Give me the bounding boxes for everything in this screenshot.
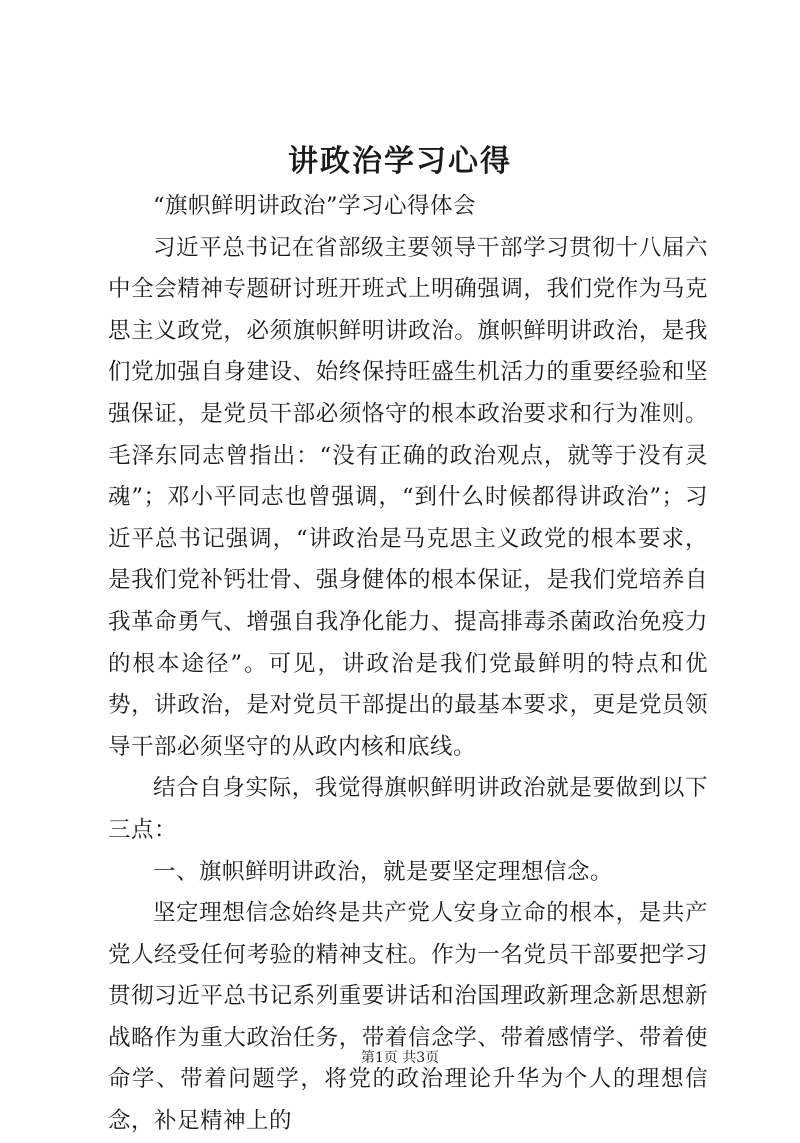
section-heading: 一、旗帜鲜明讲政治，就是要坚定理想信念。	[153, 858, 614, 885]
body-paragraph: 结合自身实际，我觉得旗帜鲜明讲政治就是要做到以下三点：	[108, 775, 708, 843]
subtitle-paragraph: “旗帜鲜明讲政治”学习心得体会	[153, 193, 477, 219]
body-paragraph: 习近平总书记在省部级主要领导干部学习贯彻十八届六中全会精神专题研讨班开班式上明确强调，我们党作为马克思主义政党，必须旗帜鲜明讲政治。旗帜鲜明讲政治，是我们党加强自身建设、始终保持旺盛生机活力的重要经验和坚强保证，是党员干部必须恪守的根本政治要求和行为准则。毛泽东同志曾指出：“没有正确的政治观点，就等于没有灵魂”；邓小平同志也曾强调，“到什么时候都得讲政治”；习近平总书记强调，“讲政治是马克思主义政党的根本要求，是我们党补钙壮骨、强身健体的根本保证，是我们党培养自我革命勇气、增强自我净化能力、提高排毒杀菌政治免疫力的根本途径”。可见，讲政治是我们党最鲜明的特点和优势，讲政治，是对党员干部提出的最基本要求，更是党员领导干部必须坚守的从政内核和底线。	[108, 234, 708, 760]
document-title: 讲政治学习心得	[288, 144, 512, 179]
page-footer: 第1页 共3页	[360, 1050, 440, 1066]
body-paragraph: 坚定理想信念始终是共产党人安身立命的根本，是共产党人经受任何考验的精神支柱。作为一名党员干部要把学习贯彻习近平总书记系列重要讲话和治国理政新理念新思想新战略作为重大政治任务，带着信念学、带着感情学、带着使命学、带着问题学，将党的政治理论升华为个人的理想信念，补足精神上的	[108, 900, 708, 1135]
document-body	[108, 186, 708, 1143]
